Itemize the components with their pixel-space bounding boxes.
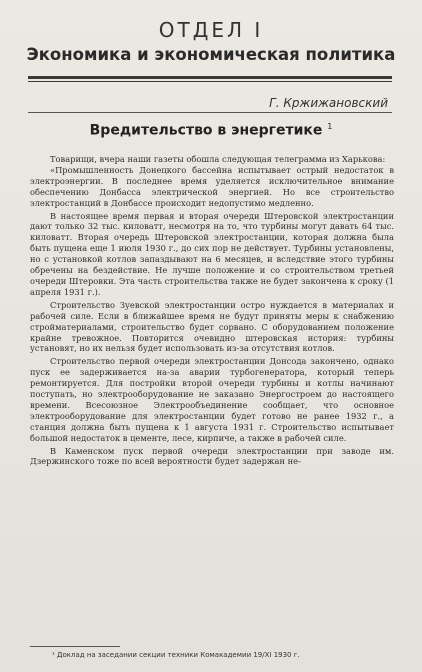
article-title-text: Вредительство в энергетике [89, 122, 323, 139]
paragraph: «Промышленность Донецкого бассейна испытывает острый недостаток в электроэнергии. В последнее время уделяется исключительное внимание обеспечению Донбасса электрической энергией. Но все строительство электростанций в Донбассе происходит недопустимо медленно. [30, 164, 394, 208]
divider-thick [28, 76, 392, 79]
paragraph: В настоящее время первая и вторая очереди Штеровской электростанции дают только 32 тыс. киловатт, несмотря на то, что турбины могут давать 64 тыс. киловатт. Вторая очередь Штеровской электростанции, которая должна была быть пущена еще 1 июля 1930 г., до сих пор не действует. Турбины установлены, но с установкой котлов запаздывают на 6 месяцев, и вследствие этого турбины обречены на бездействие. Не лучше положение и со строительством третьей очереди Штеровки. Эта часть строительства также не будет закончена к сроку (1 апреля 1931 г.). [30, 210, 394, 297]
article-title [0, 122, 422, 139]
footnote-divider [30, 646, 120, 647]
paragraph: В Каменском пуск первой очереди электростанции при заводе им. Дзержинского тоже по всей вероятности будет задержан не- [30, 445, 394, 467]
divider-thin [28, 81, 392, 82]
paragraph: Строительство первой очереди электростанции Донсода закончено, однако пуск ее задерживается на-за аварии турбогенератора, который теперь ремонтируется. Для постройки второй очереди турбины и котлы начинают поступать, но электрооборудование не заказано Энергостроем до настоящего времени. Всесоюзное Электрообъединение сообщает, что основное электрооборудование для электростанции будет готово не ранее 1932 г., а станция должна быть пущена к 1 августа 1931 г. Строительство испытывает большой недостаток в цементе, лесе, кирпиче, а также в рабочей силе. [30, 356, 394, 443]
paragraph: Строительство Зуевской электростанции остро нуждается в материалах и рабочей силе. Если в ближайшее время не будут приняты меры к снабжению стройматериалами, строительство будет сорвано. С оборудованием положение крайне тревожное. Повторится очевидно штеровская история: турбины установят, но их нельзя будет использовать из-за отсутствия котлов. [30, 299, 394, 354]
section-title: Экономика и экономическая политика [26, 45, 396, 64]
footnote: ¹ Доклад на заседании секции техники Комакадемии 19/XI 1930 г. [52, 651, 300, 659]
article-body [30, 154, 394, 467]
article-author: Г. Кржижановский [269, 96, 388, 110]
author-divider [28, 112, 392, 113]
paragraph: Товарищи, вчера наши газеты обошла следующая телеграмма из Харькова: [50, 154, 386, 164]
section-heading: ОТДЕЛ I [158, 18, 264, 42]
footnote-marker: 1 [327, 122, 333, 131]
